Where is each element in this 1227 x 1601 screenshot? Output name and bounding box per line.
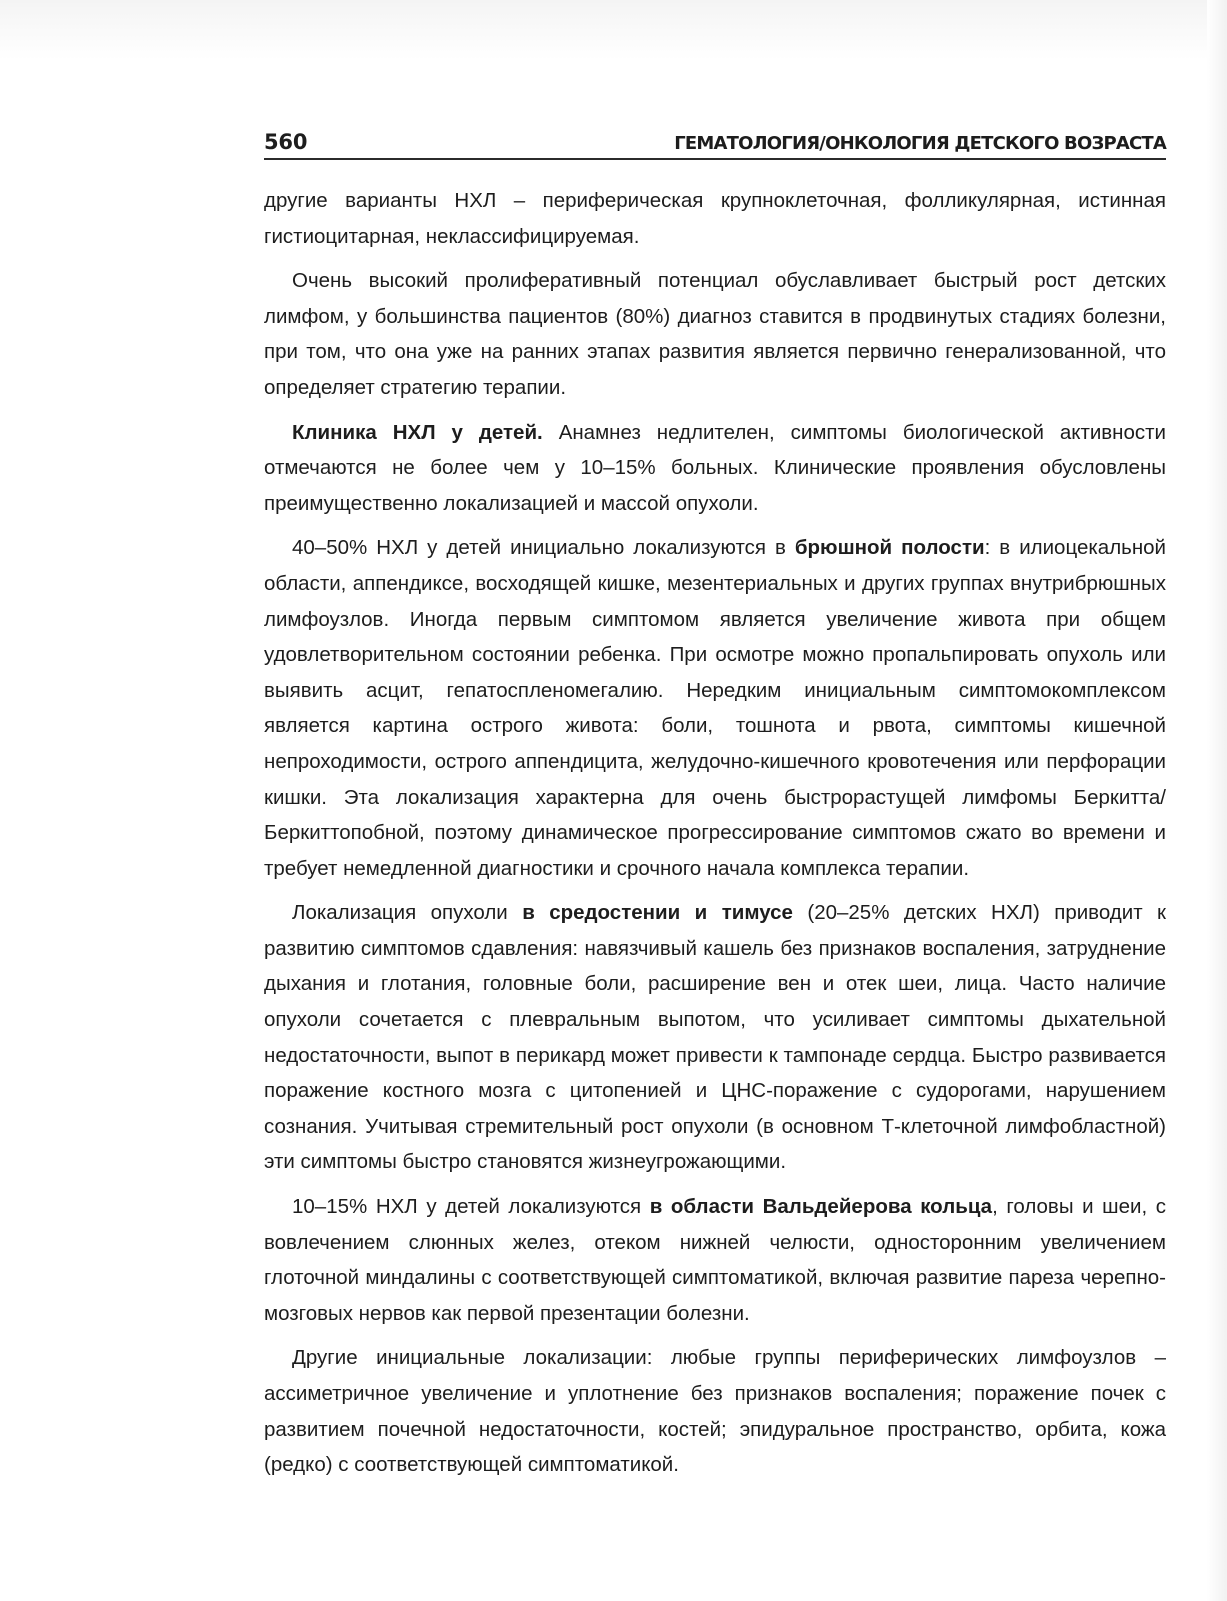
- bold-term-abdominal-cavity: брюшной полости: [794, 536, 985, 560]
- bold-term-waldeyer-ring: в области Вальдейерова кольца: [649, 1195, 993, 1219]
- paragraph-clinical-picture: [264, 415, 1166, 522]
- paragraph-text: Другие инициальные локализации: любые группы периферических лимфоузлов – ассиметричное увеличение и уплотнение без признаков воспаления; поражение почек с развитием почечной недостаточности, костей; эпидуральное пространство, орбита, кожа (редко) с соответствующей симптоматикой.: [264, 1346, 1166, 1477]
- page-header: [264, 126, 1166, 160]
- page-body: [264, 183, 1166, 1483]
- paragraph-proliferative-potential: [264, 263, 1166, 405]
- paragraph-waldeyer-ring-localization: [264, 1189, 1166, 1331]
- paragraph-continued-nhl-variants: [264, 183, 1166, 254]
- paragraph-text-before: Локализация опухоли: [292, 901, 523, 925]
- paragraph-text: Анамнез недлителен, симптомы биологической активности отмечаются не более чем у 10–15% больных. Клинические проявления обусловлены преимущественно локализацией и массой опухоли.: [264, 420, 1166, 515]
- paragraph-other-localizations: [264, 1340, 1166, 1482]
- paragraph-text-after: (20–25% детских НХЛ) приводит к развитию симптомов сдавления: навязчивый кашель без признаков воспаления, затруднение дыхания и глотания, головные боли, расширение вен и отек шеи, лица. Часто наличие опухоли сочетается с плевральным выпотом, что усиливает симптомы дыхательной недостаточности, выпот в перикард может привести к тампонаде сердца. Быстро развивается поражение костного мозга с цитопенией и ЦНС-поражение с судорогами, нарушением сознания. Учитывая стремительный рост опухоли (в основном Т-клеточной лимфобластной) эти симптомы быстро становятся жизнеугрожающими.: [264, 901, 1166, 1174]
- paragraph-text-before: 10–15% НХЛ у детей локализуются: [292, 1195, 650, 1219]
- bold-term-mediastinum-thymus: в средостении и тимусе: [522, 901, 793, 925]
- paragraph-text: другие варианты НХЛ – периферическая крупноклеточная, фолликулярная, истинная гистиоцитарная, неклассифицируемая.: [264, 189, 1166, 248]
- scan-top-shadow: [0, 0, 1227, 60]
- paragraph-mediastinum-localization: [264, 895, 1166, 1180]
- paragraph-abdominal-localization: [264, 530, 1166, 886]
- paragraph-text-after: : в илиоцекальной области, аппендиксе, восходящей кишке, мезентериальных и других группах внутрибрюшных лимфоузлов. Иногда первым симптомом является увеличение живота при общем удовлетворительном состоянии ребенка. При осмотре можно пропальпировать опухоль или выявить асцит, гепатоспленомегалию. Нередким инициальным симптомокомплексом является картина острого живота: боли, тошнота и рвота, симптомы кишечной непроходимости, острого аппендицита, желудочно-кишечного кровотечения или перфорации кишки. Эта локализация характерна для очень быстрорастущей лимфомы Беркитта/Беркиттопобной, поэтому динамическое прогрессирование симптомов сжато во времени и требует немедленной диагностики и срочного начала комплекса терапии.: [264, 536, 1167, 880]
- paragraph-text: Очень высокий пролиферативный потенциал обуславливает быстрый рост детских лимфом, у большинства пациентов (80%) диагноз ставится в продвинутых стадиях болезни, при том, что она уже на ранних этапах развития является первично генерализованной, что определяет стратегию терапии.: [264, 269, 1166, 399]
- scan-right-edge: [1207, 0, 1227, 1601]
- paragraph-text-before: 40–50% НХЛ у детей инициально локализуются в: [292, 536, 795, 560]
- running-title: ГЕМАТОЛОГИЯ/ОНКОЛОГИЯ ДЕТСКОГО ВОЗРАСТА: [674, 133, 1166, 154]
- paragraph-text-after: , головы и шеи, с вовлечением слюнных желез, отеком нижней челюсти, односторонним увеличением глоточной миндалины с соответствующей симптоматикой, включая развитие пареза черепно-мозговых нервов как первой презентации болезни.: [264, 1195, 1166, 1325]
- bold-heading-clinical-picture: Клиника НХЛ у детей.: [292, 420, 543, 444]
- page-number: 560: [264, 130, 308, 154]
